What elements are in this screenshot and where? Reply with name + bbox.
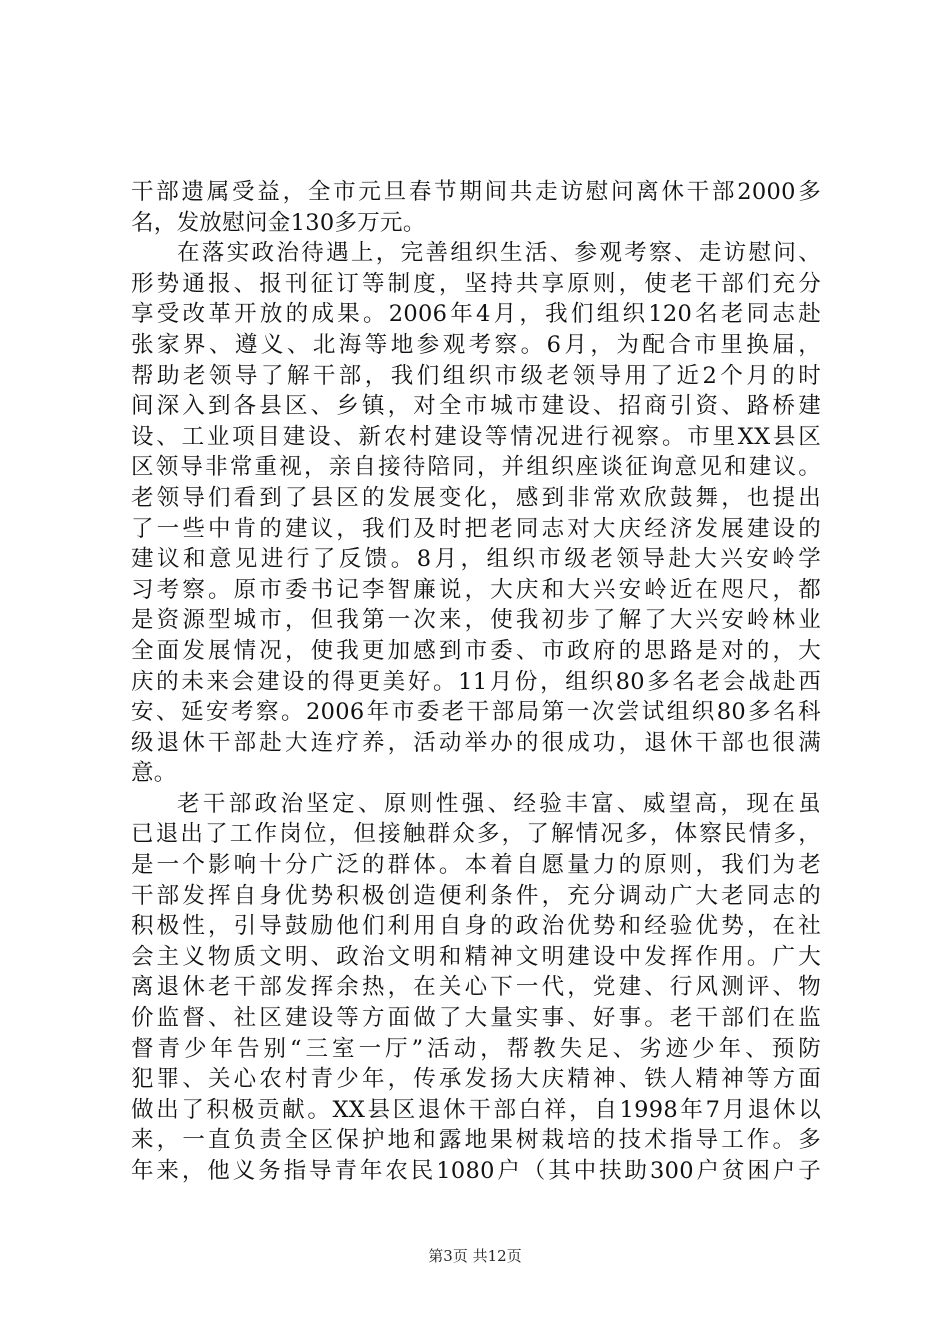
text-line: 督青少年告别“三室一厅”活动，帮教失足、劣迹少年、预防	[131, 1035, 821, 1062]
text-line: 价监督、社区建设等方面做了大量实事、好事。老干部们在监	[131, 1005, 821, 1032]
text-line: 享受改革开放的成果。2006年4月，我们组织120名老同志赴	[131, 301, 821, 328]
text-line: 是资源型城市，但我第一次来，使我初步了解了大兴安岭林业	[131, 607, 821, 634]
text-line: 在落实政治待遇上，完善组织生活、参观考察、走访慰问、	[177, 240, 821, 267]
text-line: 是一个影响十分广泛的群体。本着自愿量力的原则，我们为老	[131, 852, 821, 879]
text-line: 会主义物质文明、政治文明和精神文明建设中发挥作用。广大	[131, 943, 821, 970]
text-line: 习考察。原市委书记李智廉说，大庆和大兴安岭近在咫尺，都	[131, 576, 821, 603]
text-line: 形势通报、报刊征订等制度，坚持共享原则，使老干部们充分	[131, 270, 821, 297]
text-line: 区领导非常重视，亲自接待陪同，并组织座谈征询意见和建议。	[131, 454, 821, 481]
text-line: 建议和意见进行了反馈。8月，组织市级老领导赴大兴安岭学	[131, 546, 821, 573]
text-line: 犯罪、关心农村青少年，传承发扬大庆精神、铁人精神等方面	[131, 1066, 821, 1093]
text-line: 全面发展情况，使我更加感到市委、市政府的思路是对的，大	[131, 637, 821, 664]
text-line: 设、工业项目建设、新农村建设等情况进行视察。市里XX县区	[131, 423, 821, 450]
text-line: 帮助老领导了解干部，我们组织市级老领导用了近2个月的时	[131, 362, 821, 389]
text-line: 老领导们看到了县区的发展变化，感到非常欢欣鼓舞，也提出	[131, 484, 821, 511]
text-line: 来，一直负责全区保护地和露地果树栽培的技术指导工作。多	[131, 1127, 821, 1154]
text-line: 庆的未来会建设的得更美好。11月份，组织80多名老会战赴西	[131, 668, 821, 695]
text-line: 级退休干部赴大连疗养，活动举办的很成功，退休干部也很满	[131, 729, 821, 756]
text-line: 已退出了工作岗位，但接触群众多，了解情况多，体察民情多，	[131, 821, 821, 848]
page-footer: 第3页 共12页	[428, 1247, 522, 1265]
text-line: 干部发挥自身优势积极创造便利条件，充分调动广大老同志的	[131, 882, 821, 909]
text-line: 安、延安考察。2006年市委老干部局第一次尝试组织80多名科	[131, 699, 821, 726]
text-line: 名，发放慰问金130多万元。	[131, 209, 426, 236]
text-line: 了一些中肯的建议，我们及时把老同志对大庆经济发展建设的	[131, 515, 821, 542]
text-line: 年来，他义务指导青年农民1080户（其中扶助300户贫困户子	[131, 1158, 821, 1184]
text-line: 张家界、遵义、北海等地参观考察。6月，为配合市里换届，	[131, 331, 821, 358]
text-line: 间深入到各县区、乡镇，对全市城市建设、招商引资、路桥建	[131, 393, 821, 420]
text-line: 积极性，引导鼓励他们利用自身的政治优势和经验优势，在社	[131, 913, 821, 940]
text-line: 意。	[131, 760, 177, 787]
text-line: 干部遗属受益，全市元旦春节期间共走访慰问离休干部2000多	[131, 179, 821, 205]
text-line: 老干部政治坚定、原则性强、经验丰富、威望高，现在虽	[177, 790, 821, 817]
text-line: 做出了积极贡献。XX县区退休干部白祥，自1998年7月退休以	[131, 1096, 821, 1123]
body-text	[131, 177, 821, 1187]
text-line: 离退休老干部发挥余热，在关心下一代，党建、行风测评、物	[131, 974, 821, 1001]
